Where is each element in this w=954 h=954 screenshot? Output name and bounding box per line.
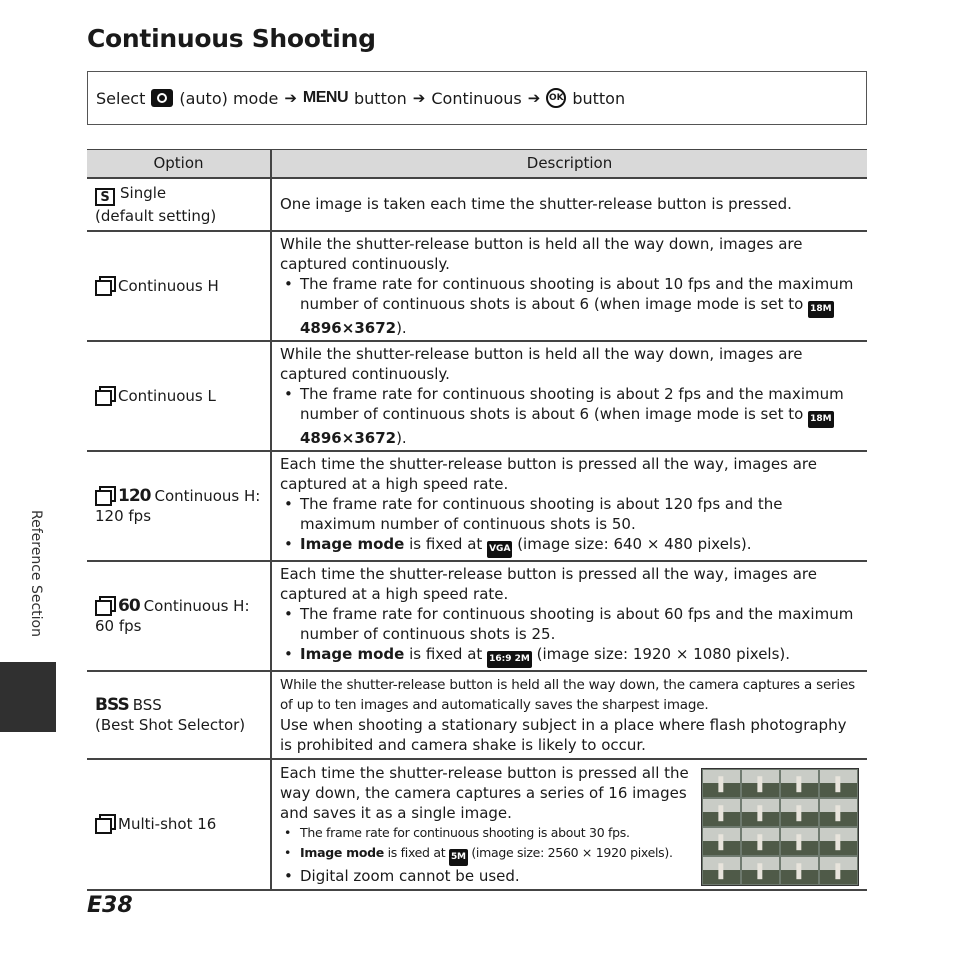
table-row	[87, 561, 867, 671]
page-title: Continuous Shooting	[87, 24, 376, 53]
thumbnail-figure	[835, 776, 840, 792]
fps-120-label: 120	[118, 485, 151, 506]
description-text: While the shutter-release button is held all the way down, images are captured continuously.	[280, 344, 803, 383]
page-number: E38	[87, 893, 133, 918]
option-note: (default setting)	[95, 206, 217, 225]
thumbnail-figure	[757, 863, 762, 879]
description-bullet	[280, 384, 859, 448]
description-bullet: • The frame rate for continuous shooting is about 30 fps.	[280, 823, 692, 843]
nav-button-text: button	[572, 88, 626, 108]
thumbnail-figure	[718, 863, 723, 879]
bullet-text: is fixed at	[409, 644, 483, 663]
section-tab	[0, 662, 56, 732]
description-text: Each time the shutter-release button is pressed all the way down, the camera captures a series of 16 images and saves it as a single image.	[280, 763, 689, 822]
continuous-h120-icon	[95, 486, 113, 504]
image-size-text: (image size: 1920 × 1080 pixels).	[536, 644, 791, 663]
continuous-h60-icon	[95, 596, 113, 614]
bullet-text: is fixed at	[387, 844, 446, 860]
option-cell	[87, 759, 271, 890]
option-name: BSS	[132, 695, 162, 714]
description-bullet	[280, 843, 692, 866]
camera-icon	[151, 89, 173, 107]
nav-continuous-text: Continuous	[431, 88, 522, 108]
image-mode-label: Image mode	[300, 644, 405, 663]
image-mode-vga-icon: VGA	[487, 541, 512, 558]
option-name: Continuous L	[118, 386, 216, 405]
nav-button-text: button	[354, 88, 407, 108]
image-mode-5m-icon: 5M	[449, 849, 468, 866]
ok-button-icon: OK	[546, 88, 566, 108]
description-text: Each time the shutter-release button is pressed all the way, images are captured at a high speed rate.	[280, 564, 817, 603]
menu-button-icon: MENU	[302, 89, 348, 106]
description-cell	[271, 759, 867, 890]
bullet-text: is fixed at	[409, 534, 483, 553]
thumbnail-figure	[796, 834, 801, 850]
description-cell	[271, 451, 867, 561]
description-cell	[271, 231, 867, 341]
description-bullet	[280, 534, 859, 558]
thumbnail-figure	[757, 776, 762, 792]
thumbnail-figure	[835, 863, 840, 879]
option-cell	[87, 561, 271, 671]
description-cell	[271, 178, 867, 231]
description-cell	[271, 671, 867, 759]
option-cell	[87, 341, 271, 451]
bss-icon: BSS	[95, 694, 129, 715]
table-row	[87, 178, 867, 231]
nav-select-text: Select	[96, 88, 146, 108]
option-name: Multi-shot 16	[118, 815, 217, 833]
description-bullet: • Digital zoom cannot be used.	[280, 866, 692, 886]
arrow-icon: ➔	[527, 89, 541, 107]
thumbnail-figure	[718, 805, 723, 821]
section-label: Reference Section	[28, 510, 44, 637]
arrow-icon: ➔	[412, 89, 426, 107]
image-size-text: (image size: 640 × 480 pixels).	[517, 534, 752, 553]
arrow-icon: ➔	[284, 89, 297, 107]
description-bullet: • The frame rate for continuous shooting is about 120 fps and the maximum number of continuous shots is 50.	[280, 494, 859, 534]
description-cell	[271, 341, 867, 451]
bullet-text: The frame rate for continuous shooting is about 10 fps and the maximum number of continuous shots is about 6 (when image mode is set to	[300, 274, 854, 313]
option-note: 60 fps	[95, 616, 142, 635]
thumbnail-figure	[757, 805, 762, 821]
description-bullet	[280, 644, 859, 668]
thumbnail-figure	[796, 863, 801, 879]
image-size-value: 4896×3672	[300, 318, 397, 337]
thumbnail-figure	[835, 805, 840, 821]
bullet-end: ).	[396, 318, 407, 337]
option-note: (Best Shot Selector)	[95, 715, 246, 734]
image-size-value: 4896×3672	[300, 428, 397, 447]
description-text: One image is taken each time the shutter-release button is pressed.	[280, 195, 792, 213]
multi-shot-icon	[95, 814, 113, 832]
image-mode-label: Image mode	[300, 844, 384, 860]
table-row	[87, 231, 867, 341]
options-table	[87, 149, 867, 891]
continuous-h-icon	[95, 276, 113, 294]
table-row	[87, 671, 867, 759]
option-cell	[87, 671, 271, 759]
image-mode-18m-icon: 18M	[808, 301, 833, 318]
nav-auto-mode-text: (auto) mode	[179, 88, 279, 108]
option-cell	[87, 178, 271, 231]
header-option: Option	[87, 150, 271, 178]
description-bullet: • The frame rate for continuous shooting is about 60 fps and the maximum number of continuous shots is 25.	[280, 604, 859, 644]
continuous-l-icon	[95, 386, 113, 404]
option-cell	[87, 451, 271, 561]
description-text: While the shutter-release button is held all the way down, the camera captures a series of up to ten images and automatically saves the sharpest image.	[280, 676, 855, 713]
fps-60-label: 60	[118, 595, 140, 616]
thumbnail-figure	[718, 776, 723, 792]
description-text: Each time the shutter-release button is pressed all the way, images are captured at a high speed rate.	[280, 454, 817, 493]
thumbnail-figure	[757, 834, 762, 850]
thumbnail-figure	[718, 834, 723, 850]
table-row	[87, 759, 867, 890]
option-name: Continuous H	[118, 276, 219, 295]
thumbnail-figure	[796, 805, 801, 821]
option-note: 120 fps	[95, 506, 152, 525]
header-description: Description	[271, 150, 867, 178]
option-cell	[87, 231, 271, 341]
table-row	[87, 451, 867, 561]
option-name: Single	[120, 183, 167, 202]
description-text: Use when shooting a stationary subject in a place where flash photography is prohibited and camera shake is likely to occur.	[280, 715, 847, 754]
image-mode-2m-icon: 16:9 2M	[487, 651, 532, 668]
navigation-path	[87, 71, 867, 125]
thumbnail-figure	[796, 776, 801, 792]
bullet-text: The frame rate for continuous shooting is about 2 fps and the maximum number of continuous shots is about 6 (when image mode is set to	[300, 384, 844, 423]
bullet-end: ).	[396, 428, 407, 447]
option-name: Continuous H:	[154, 486, 261, 505]
image-size-text: (image size: 2560 × 1920 pixels).	[471, 844, 673, 860]
table-header-row	[87, 150, 867, 178]
description-bullet	[280, 274, 859, 338]
table-row	[87, 341, 867, 451]
image-mode-label: Image mode	[300, 534, 405, 553]
single-icon: S	[95, 188, 115, 206]
description-text: While the shutter-release button is held all the way down, images are captured continuously.	[280, 234, 803, 273]
description-cell	[271, 561, 867, 671]
multi-shot-sample-image	[701, 768, 859, 886]
image-mode-18m-icon: 18M	[808, 411, 833, 428]
thumbnail-figure	[835, 834, 840, 850]
option-name: Continuous H:	[143, 596, 250, 615]
